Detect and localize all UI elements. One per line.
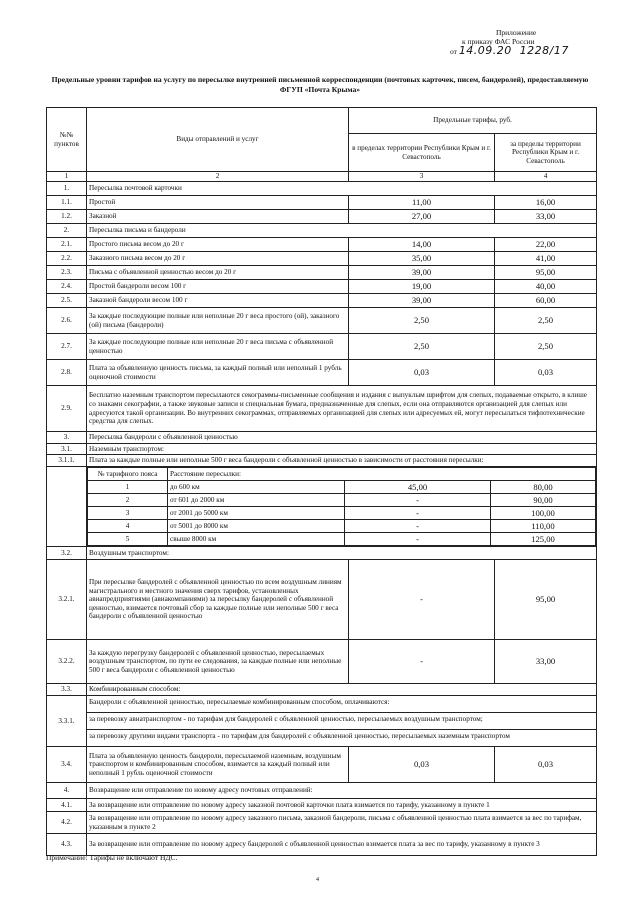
- zone-number: 4: [88, 520, 168, 533]
- row-number: 2.7.: [47, 334, 87, 360]
- zone-number: 2: [88, 494, 168, 507]
- col-inside-header: в пределах территории Республики Крым и г. Севастополь: [349, 134, 495, 172]
- zone-row: [88, 507, 596, 520]
- row-text: Плата за объявленную ценность письма, за каждый полный или неполный 1 рубль оценочной стоимости: [87, 360, 349, 386]
- table-row: [47, 560, 597, 640]
- zone-number: 3: [88, 507, 168, 520]
- order-date: 14.09.20: [458, 44, 512, 57]
- document-title: Предельные уровни тарифов на услугу по пересылке внутренней письменной корреспонденции (почтовых карточек, писем, бандеролей), предоставляемую ФГУП «Почта Крыма»: [51, 75, 589, 94]
- table-row: [47, 812, 597, 834]
- row-text: Заказной бандероли весом 100 г: [87, 294, 349, 308]
- tariff-outside: 90,00: [491, 494, 596, 507]
- row-text: За возвращение или отправление по новому адресу заказного письма, заказной бандероли, письма с объявленной ценностью плата взимается за вес по тарифам, указанным в пункте 2: [87, 812, 597, 834]
- table-row: [47, 182, 597, 196]
- col-kind-header: Виды отправлений и услуг: [87, 108, 349, 172]
- row-text: Заказного письма весом до 20 г: [87, 252, 349, 266]
- tariff-outside: 0,03: [495, 747, 597, 783]
- order-reference: к приказу ФАС России: [462, 37, 535, 46]
- col-limit-header: Предельные тарифы, руб.: [349, 108, 597, 134]
- row-number: 1.2.: [47, 210, 87, 224]
- table-row: [47, 547, 597, 560]
- tariff-inside: 2,50: [349, 334, 495, 360]
- row-number: 1.1.: [47, 196, 87, 210]
- row-number: 3.3.1.: [47, 696, 87, 747]
- tariff-inside: -: [345, 520, 491, 533]
- tariff-inside: 2,50: [349, 308, 495, 334]
- table-row: [47, 266, 597, 280]
- row-number: 1.: [47, 182, 87, 196]
- tariff-outside: 40,00: [495, 280, 597, 294]
- appendix-label: Приложение: [496, 28, 537, 37]
- tariff-inside: 45,00: [345, 481, 491, 494]
- col-index: 4: [495, 172, 597, 182]
- table-row: [47, 783, 597, 799]
- row-text: Комбинированным способом:: [87, 684, 597, 696]
- tariff-inside: 39,00: [349, 294, 495, 308]
- table-row: [47, 252, 597, 266]
- row-number: 2.2.: [47, 252, 87, 266]
- row-number: 4.2.: [47, 812, 87, 834]
- tariff-outside: 2,50: [495, 308, 597, 334]
- row-text: Возвращение или отправление по новому адресу почтовых отправлений:: [87, 783, 597, 799]
- row-number: 3.4.: [47, 747, 87, 783]
- table-row: [47, 455, 597, 467]
- tariff-inside: 35,00: [349, 252, 495, 266]
- row-text: Бесплатно наземным транспортом пересылаются секограммы-письменные сообщения и издания с выпуклым шрифтом для слепых, подаваемые открыто, в клише со знаками секографии, а также звуковые записи и специальная бумага, предназначенные для слепых, если она отправляются организацией для слепых или адресуются такой организации. Во внутренних секограммах, отправляемых организацией для слепых или адресуемых ей, могут пересылаться тифлотехнические средства для слепых.: [87, 386, 597, 432]
- row-number: 2.6.: [47, 308, 87, 334]
- row-number: 4.1.: [47, 799, 87, 812]
- table-row: [47, 696, 597, 747]
- tariff-inside: 39,00: [349, 266, 495, 280]
- zone-row: [88, 533, 596, 546]
- tariff-outside: 110,00: [491, 520, 596, 533]
- row-text: Пересылка письма и бандероли: [87, 224, 597, 238]
- zone-distance: от 5001 до 8000 км: [168, 520, 345, 533]
- table-row: [47, 799, 597, 812]
- table-row: [47, 308, 597, 334]
- col-num-header: №№ пунктов: [47, 108, 87, 172]
- row-text: Простого письма весом до 20 г: [87, 238, 349, 252]
- row-text: За каждые последующие полные или неполные 20 г веса простого (ой), заказного (ой) письма (бандероли): [87, 308, 349, 334]
- zone-distance: до 600 км: [168, 481, 345, 494]
- combined-method-line: за перевозку авиатранспортом - по тарифам для бандеролей с объявленной ценностью, пересылаемых воздушным транспортом;: [87, 713, 596, 730]
- zone-number: 1: [88, 481, 168, 494]
- tariff-outside: 95,00: [495, 266, 597, 280]
- zone-row: [88, 520, 596, 533]
- table-row: [47, 444, 597, 455]
- tariff-inside: -: [345, 533, 491, 546]
- table-row: [47, 360, 597, 386]
- tariff-inside: -: [349, 640, 495, 684]
- table-row: [47, 210, 597, 224]
- row-text: Простой: [87, 196, 349, 210]
- row-text: Наземным транспортом:: [87, 444, 597, 455]
- row-number: 3.: [47, 432, 87, 444]
- col-index: 3: [349, 172, 495, 182]
- row-text: Плата за каждые полные или неполные 500 г веса бандероли с объявленной ценностью в зависимости от расстояния пересылки:: [87, 455, 597, 467]
- row-text: Заказной: [87, 210, 349, 224]
- table-row: [47, 684, 597, 696]
- row-text: За каждую перегрузку бандеролей с объявленной ценностью, пересылаемых воздушным транспортом, по пути ее следования, за каждые полные или неполные 500 г веса бандероли с объявленной ценностью: [87, 640, 349, 684]
- row-number: 2.3.: [47, 266, 87, 280]
- row-number: 3.2.1.: [47, 560, 87, 640]
- tariff-outside: 0,03: [495, 360, 597, 386]
- col-outside-header: за пределы территории Республики Крым и г. Севастополь: [495, 134, 597, 172]
- row-text: Пересылка почтовой карточки: [87, 182, 597, 196]
- table-row: [47, 334, 597, 360]
- row-number: 3.3.: [47, 684, 87, 696]
- row-number: 2.5.: [47, 294, 87, 308]
- tariff-table: [46, 107, 597, 856]
- zones-table: [87, 467, 596, 546]
- tariff-outside: 100,00: [491, 507, 596, 520]
- table-row: [47, 196, 597, 210]
- table-row: [47, 640, 597, 684]
- row-number: 3.1.1.: [47, 455, 87, 467]
- tariff-outside: 60,00: [495, 294, 597, 308]
- row-number: 3.2.2.: [47, 640, 87, 684]
- row-text: Письма с объявленной ценностью весом до 20 г: [87, 266, 349, 280]
- tariff-inside: 0,03: [349, 747, 495, 783]
- row-text: При пересылке бандеролей с объявленной ценностью по всем воздушным линиям магистрального и местного значения сверх тарифов, установленных авиапредприятиями (авиакомпаниями) за пересылку бандеролей с объявленной ценностью, взимается почтовый сбор за каждые полные или неполные 500 г веса бандероли с объявленной ценностью: [87, 560, 349, 640]
- row-text: За возвращение или отправление по новому адресу заказной почтовой карточки плата взимается по тарифу, указанному в пункте 1: [87, 799, 597, 812]
- row-number: 4.: [47, 783, 87, 799]
- row-number-empty: [47, 467, 87, 547]
- row-text: [87, 696, 597, 747]
- zone-number: 5: [88, 533, 168, 546]
- order-date-number: от 14.09.20 1228/17: [450, 44, 569, 57]
- col-index: 1: [47, 172, 87, 182]
- row-number: 2.: [47, 224, 87, 238]
- tariff-outside: 95,00: [495, 560, 597, 640]
- row-number: 2.9.: [47, 386, 87, 432]
- zone-distance: от 2001 до 5000 км: [168, 507, 345, 520]
- row-number: 2.8.: [47, 360, 87, 386]
- row-text: Простой бандероли весом 100 г: [87, 280, 349, 294]
- zone-row: [88, 494, 596, 507]
- tariff-inside: -: [345, 507, 491, 520]
- tariff-outside: 16,00: [495, 196, 597, 210]
- tariff-inside: 27,00: [349, 210, 495, 224]
- row-number: 2.4.: [47, 280, 87, 294]
- table-row: [47, 238, 597, 252]
- tariff-outside: 2,50: [495, 334, 597, 360]
- combined-method-line: Бандероли с объявленной ценностью, пересылаемые комбинированным способом, оплачиваются:: [87, 696, 596, 713]
- row-text: Пересылка бандероли с объявленной ценностью: [87, 432, 597, 444]
- tariff-outside: 33,00: [495, 640, 597, 684]
- tariff-inside: 11,00: [349, 196, 495, 210]
- row-number: 4.3.: [47, 834, 87, 856]
- zone-distance: от 601 до 2000 км: [168, 494, 345, 507]
- row-text: За возвращение или отправление по новому адресу бандеролей с объявленной ценностью взимается плата за вес по тарифу, указанному в пункте 3: [87, 834, 597, 856]
- tariff-inside: -: [345, 494, 491, 507]
- tariff-inside: 0,03: [349, 360, 495, 386]
- tariff-outside: 22,00: [495, 238, 597, 252]
- distance-header: Расстояние пересылки:: [168, 468, 596, 481]
- table-row: [47, 432, 597, 444]
- col-index: 2: [87, 172, 349, 182]
- page-number: 4: [316, 877, 319, 883]
- zones-cell: [87, 467, 597, 547]
- row-number: 2.1.: [47, 238, 87, 252]
- table-row: [47, 747, 597, 783]
- tariff-outside: 33,00: [495, 210, 597, 224]
- row-number: 3.1.: [47, 444, 87, 455]
- zones-block: [47, 467, 597, 547]
- document-header: [450, 28, 570, 56]
- tariff-inside: -: [349, 560, 495, 640]
- tariff-outside: 125,00: [491, 533, 596, 546]
- zone-row: [88, 481, 596, 494]
- row-number: 3.2.: [47, 547, 87, 560]
- table-row: [47, 386, 597, 432]
- order-number: 1228/17: [519, 44, 569, 57]
- tariff-inside: 14,00: [349, 238, 495, 252]
- zone-header: № тарифного пояса: [88, 468, 168, 481]
- tariff-inside: 19,00: [349, 280, 495, 294]
- footnote: Примечание: Тарифы не включают НДС.: [46, 853, 178, 862]
- row-text: Воздушным транспортом:: [87, 547, 597, 560]
- table-row: [47, 224, 597, 238]
- tariff-outside: 80,00: [491, 481, 596, 494]
- row-text: Плата за объявленную ценность бандероли, пересылаемой наземным, воздушным транспортом и комбинированным способом, взимается за каждый полный или неполный 1 рубль оценочной стоимости: [87, 747, 349, 783]
- table-row: [47, 280, 597, 294]
- table-row: [47, 294, 597, 308]
- zone-distance: свыше 8000 км: [168, 533, 345, 546]
- tariff-outside: 41,00: [495, 252, 597, 266]
- row-text: За каждые последующие полные или неполные 20 г веса письма с объявленной ценностью: [87, 334, 349, 360]
- combined-method-line: за перевозку другими видами транспорта - по тарифам для бандеролей с объявленной ценностью, пересылаемых наземным транспортом: [89, 732, 510, 740]
